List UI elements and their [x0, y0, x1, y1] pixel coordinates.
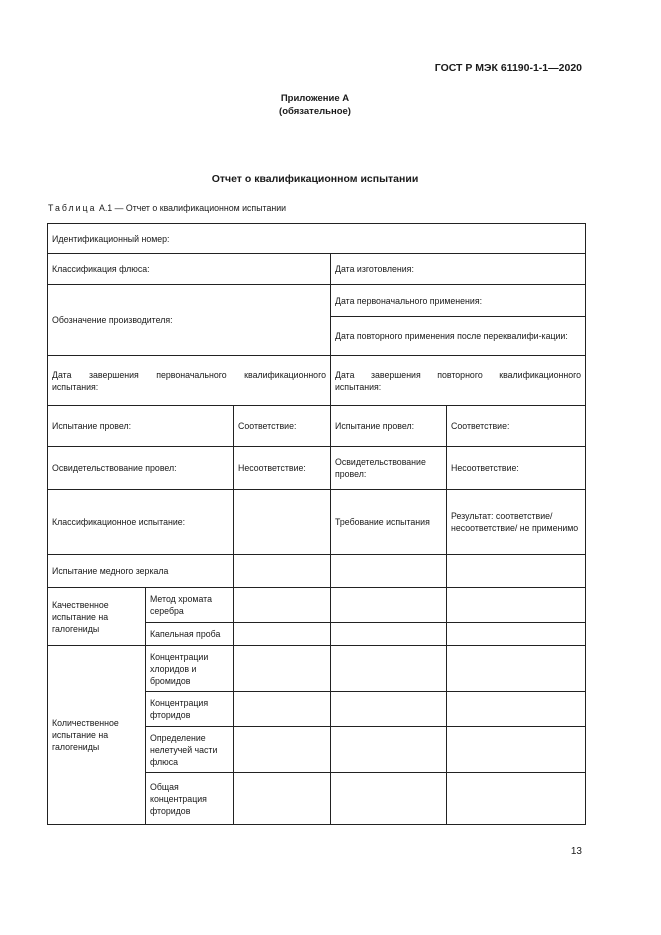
table-row — [48, 254, 586, 285]
annex-type: (обязательное) — [279, 106, 351, 117]
qualitative-halide-cell: Качественное испытание на галогениды — [48, 588, 146, 646]
first-test-end-cell: Дата завершения первоначального квалификационного испытания: — [48, 356, 331, 406]
drop-test-cell: Капельная проба — [146, 623, 234, 646]
chlorides-cell: Концентрации хлоридов и бромидов — [146, 646, 234, 692]
flux-class-cell: Классификация флюса: — [48, 254, 331, 285]
table-caption-prefix: Таблица — [48, 203, 97, 213]
compliance-cell-2: Соответствие: — [447, 406, 586, 447]
noncompliance-cell-2: Несоответствие: — [447, 447, 586, 490]
empty-cell — [331, 555, 447, 588]
tested-by-cell: Испытание провел: — [48, 406, 234, 447]
table-row — [48, 490, 586, 555]
empty-cell — [447, 692, 586, 727]
qualification-report-table — [47, 223, 586, 825]
empty-cell — [234, 623, 331, 646]
table-row — [48, 646, 586, 692]
table-caption — [48, 203, 286, 213]
requirement-cell: Требование испытания — [331, 490, 447, 555]
result-cell: Результат: соответствие/ несоответствие/ не применимо — [447, 490, 586, 555]
table-caption-text: — Отчет о квалификационном испытании — [114, 203, 287, 213]
empty-cell — [234, 773, 331, 825]
manufacturer-cell: Обозначение производителя: — [48, 285, 331, 356]
id-number-cell: Идентификационный номер: — [48, 224, 586, 254]
annex-heading — [180, 92, 450, 118]
empty-cell — [447, 646, 586, 692]
empty-cell — [331, 646, 447, 692]
qual-test-cell: Классификационное испытание: — [48, 490, 234, 555]
noncompliance-cell: Несоответствие: — [234, 447, 331, 490]
empty-cell — [331, 727, 447, 773]
empty-cell — [447, 727, 586, 773]
empty-cell — [234, 646, 331, 692]
table-row — [48, 406, 586, 447]
empty-cell — [331, 692, 447, 727]
total-fluorides-cell: Общая концентрация фторидов — [146, 773, 234, 825]
empty-cell — [331, 588, 447, 623]
table-row — [48, 285, 586, 317]
repeat-test-end-cell: Дата завершения повторного квалификационного испытания: — [331, 356, 586, 406]
page-number: 13 — [570, 846, 582, 857]
table-row — [48, 588, 586, 623]
table-row — [48, 555, 586, 588]
table-caption-number: А.1 — [98, 203, 113, 213]
empty-cell — [234, 692, 331, 727]
empty-cell — [331, 623, 447, 646]
standard-designation: ГОСТ Р МЭК 61190-1-1—2020 — [434, 62, 582, 74]
copper-mirror-cell: Испытание медного зеркала — [48, 555, 234, 588]
requal-use-date-cell: Дата повторного применения после переквалифи-кации: — [331, 317, 586, 356]
annex-title: Приложение А — [280, 93, 350, 104]
empty-cell — [234, 555, 331, 588]
report-title: Отчет о квалификационном испытании — [211, 173, 419, 185]
certified-by-cell-2: Освидетельствование провел: — [331, 447, 447, 490]
fluorides-cell: Концентрация фторидов — [146, 692, 234, 727]
manufacture-date-cell: Дата изготовления: — [331, 254, 586, 285]
tested-by-cell-2: Испытание провел: — [331, 406, 447, 447]
table-row — [48, 447, 586, 490]
first-use-date-cell: Дата первоначального применения: — [331, 285, 586, 317]
table-row — [48, 356, 586, 406]
chromate-method-cell: Метод хромата серебра — [146, 588, 234, 623]
table-row — [48, 224, 586, 254]
empty-cell — [447, 773, 586, 825]
compliance-cell: Соответствие: — [234, 406, 331, 447]
empty-cell — [447, 555, 586, 588]
empty-cell — [447, 623, 586, 646]
empty-cell — [447, 588, 586, 623]
nonvolatile-cell: Определение нелетучей части флюса — [146, 727, 234, 773]
quantitative-halide-cell: Количественное испытание на галогениды — [48, 646, 146, 825]
empty-cell — [234, 588, 331, 623]
certified-by-cell: Освидетельствование провел: — [48, 447, 234, 490]
empty-cell — [331, 773, 447, 825]
empty-cell — [234, 727, 331, 773]
empty-cell — [234, 490, 331, 555]
